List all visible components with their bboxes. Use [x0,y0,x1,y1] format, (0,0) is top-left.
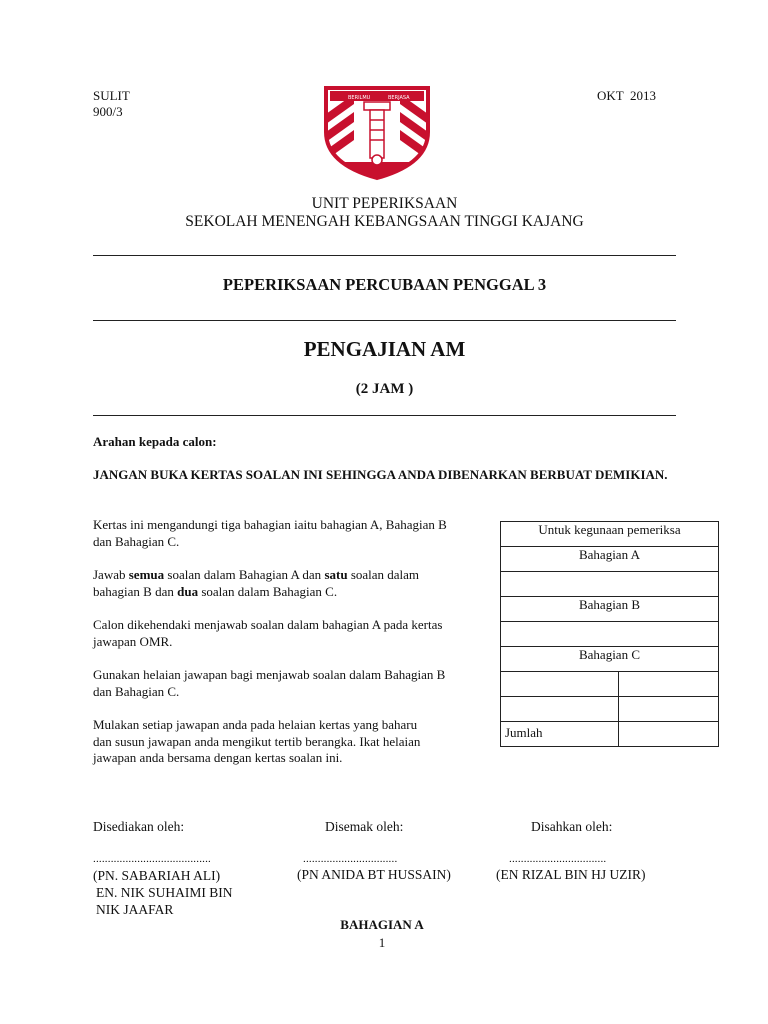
section-b-score-cell [501,622,719,647]
instruction-paragraph-1: Kertas ini mengandungi tiga bahagian iaitu bahagian A, Bahagian B dan Bahagian C. [93,517,447,549]
school-name: SEKOLAH MENENGAH KEBANGSAAN TINGGI KAJANG [185,213,584,230]
checked-by-name: (PN ANIDA BT HUSSAIN) [297,867,451,882]
checked-by-label: Disemak oleh: [325,819,404,834]
instruction-paragraph-5: Mulakan setiap jawapan anda pada helaian kertas yang baharu dan susun jawapan anda mengikut tertib berangka. Ikat helaian jawapan anda bersama dengan kertas soalan ini. [93,717,421,765]
logo-motto-left: BERILMU [348,95,371,101]
approved-by-name: (EN RIZAL BIN HJ UZIR) [496,867,646,882]
exam-unit-title: UNIT PEPERIKSAAN [311,195,458,212]
instructions-warning: JANGAN BUKA KERTAS SOALAN INI SEHINGGA ANDA DIBENARKAN BERBUAT DEMIKIAN. [93,467,668,482]
instruction-paragraph-4: Gunakan helaian jawapan bagi menjawab soalan dalam Bahagian B dan Bahagian C. [93,667,446,699]
section-a-score-cell [501,572,719,597]
examiner-table-heading: Untuk kegunaan pemeriksa [501,522,719,547]
section-b-label: Bahagian B [501,597,719,622]
section-c-label: Bahagian C [501,647,719,672]
section-c-score-cell [619,672,719,697]
checked-signature-line: ................................ [303,853,398,865]
school-crest-logo [318,82,436,182]
total-score-cell [619,722,719,747]
subject-title: PENGAJIAN AM [303,337,466,361]
exam-duration: (2 JAM ) [355,381,414,397]
instructions-heading: Arahan kepada calon: [93,434,217,449]
instruction-paragraph-2: Jawab semua soalan dalam Bahagian A dan satu soalan dalam bahagian B dan dua soalan dalam Bahagian C. [93,567,420,599]
prepared-name-3: NIK JAAFAR [96,902,174,917]
prepared-signature-line: ........................................ [93,853,211,865]
approved-signature-line: ................................. [509,853,607,865]
divider [93,415,676,416]
section-c-score-cell [619,697,719,722]
section-c-score-cell [501,697,619,722]
paper-code: 900/3 [93,104,123,119]
page-number: 1 [378,935,386,950]
section-c-score-cell [501,672,619,697]
divider [93,320,676,321]
section-heading: BAHAGIAN A [340,917,424,932]
instruction-paragraph-3: Calon dikehendaki menjawab soalan dalam bahagian A pada kertas jawapan OMR. [93,617,443,649]
exam-date: OKT 2013 [597,88,656,103]
prepared-by-label: Disediakan oleh: [93,819,185,834]
prepared-name-1: (PN. SABARIAH ALI) [93,868,221,883]
approved-by-label: Disahkan oleh: [531,819,613,834]
logo-motto-right: BERJASA [388,95,410,101]
exam-title: PEPERIKSAAN PERCUBAAN PENGGAL 3 [222,275,547,294]
divider [93,255,676,256]
examiner-score-table [500,521,719,747]
section-a-label: Bahagian A [501,547,719,572]
total-label: Jumlah [501,722,619,747]
prepared-by-names [93,867,233,918]
classification-label: SULIT [93,88,130,103]
prepared-name-2: EN. NIK SUHAIMI BIN [96,885,233,900]
